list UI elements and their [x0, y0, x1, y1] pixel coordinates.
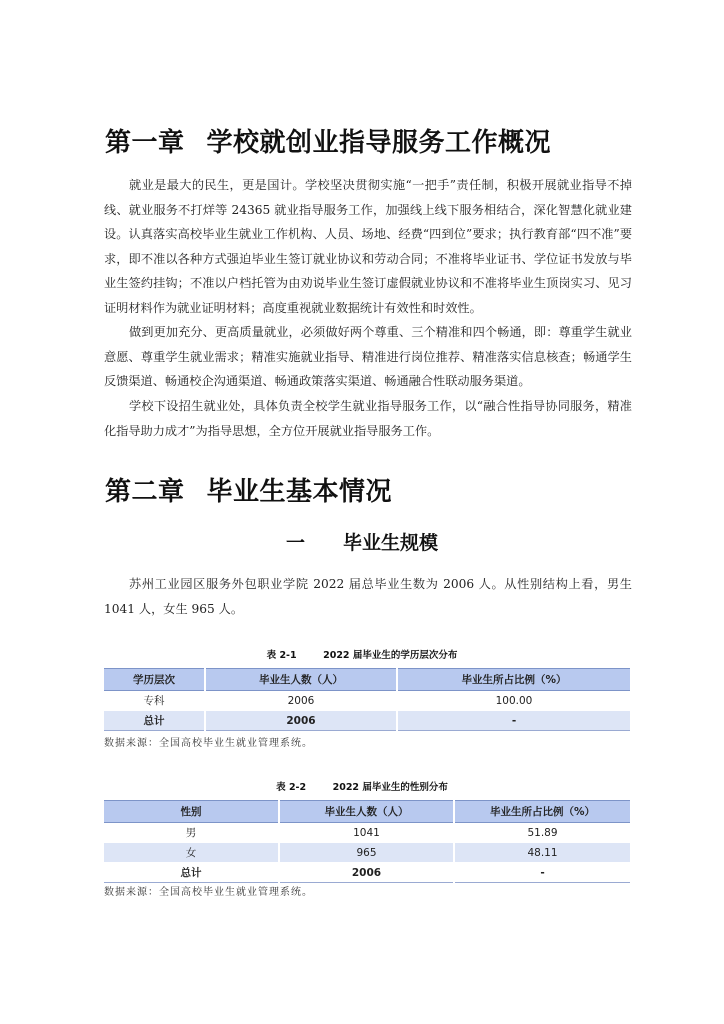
table-cell: 2006	[205, 711, 397, 731]
table-total-row	[104, 711, 630, 731]
section-title: 毕业生规模	[343, 532, 439, 554]
table-cell: 1041	[279, 823, 454, 843]
chapter-2-heading	[105, 471, 392, 508]
table-cell: 48.11	[454, 843, 630, 863]
chapter-1-title: 学校就创业指导服务工作概况	[206, 128, 552, 158]
chapter-2-number: 第二章	[105, 477, 185, 507]
section-paragraph: 苏州工业园区服务外包职业学院 2022 届总毕业生数为 2006 人。从性别结构上看，男生 1041 人，女生 965 人。	[104, 577, 632, 616]
table-cell: 总计	[104, 711, 205, 731]
table-header-row	[104, 669, 630, 691]
chapter-1-paragraph-2: 做到更加充分、更高质量就业，必须做好两个尊重、三个精准和四个畅通，即：尊重学生就业意愿、尊重学生就业需求；精准实施就业指导、精准进行岗位推荐、精准落实信息核查；畅通学生反馈渠道、畅通校企沟通渠道、畅通政策落实渠道、畅通融合性联动服务渠道。	[104, 325, 632, 389]
table-cell: -	[397, 711, 630, 731]
table-cell: 男	[104, 823, 279, 843]
table-cell: 100.00	[397, 691, 630, 711]
table-2-caption-number: 表 2-2	[276, 782, 307, 793]
table-cell: -	[454, 863, 630, 883]
table-cell: 2006	[279, 863, 454, 883]
table-cell: 专科	[104, 691, 205, 711]
chapter-2-title: 毕业生基本情况	[206, 477, 393, 507]
table-header-cell: 性别	[104, 801, 279, 823]
table-header-cell: 毕业生所占比例（%）	[397, 669, 630, 691]
chapter-1-paragraph-1: 就业是最大的民生，更是国计。学校坚决贯彻实施“一把手”责任制，积极开展就业指导不掉线、就业服务不打烊等 24365 就业指导服务工作，加强线上线下服务相结合，深化智慧化就业建设。认真落实高校毕业生就业工作机构、人员、场地、经费“四到位”要求；执行教育部“四不准”要求，即不准以各种方式强迫毕业生签订就业协议和劳动合同；不准将毕业证书、学位证书发放与毕业生签约挂钩；不准以户档托管为由劝说毕业生签订虚假就业协议和不准将毕业生顶岗实习、见习证明材料作为就业证明材料；高度重视就业数据统计有效性和时效性。	[104, 178, 632, 315]
table-1-caption-number: 表 2-1	[266, 650, 297, 661]
section-heading	[0, 528, 724, 555]
chapter-1-heading	[105, 122, 551, 159]
table-header-cell: 毕业生人数（人）	[279, 801, 454, 823]
education-level-table	[104, 668, 630, 731]
table-1-caption	[0, 647, 724, 661]
table-row	[104, 691, 630, 711]
table-cell: 女	[104, 843, 279, 863]
section-number: 一	[285, 532, 305, 554]
chapter-1-paragraph-3: 学校下设招生就业处，具体负责全校学生就业指导服务工作，以“融合性指导协同服务，精准化指导助力成才”为指导思想，全方位开展就业指导服务工作。	[104, 399, 632, 438]
table-total-row	[104, 863, 630, 883]
table-2-caption-text: 2022 届毕业生的性别分布	[332, 782, 448, 793]
table-1-source-note: 数据来源：全国高校毕业生就业管理系统。	[104, 738, 313, 749]
table-cell: 51.89	[454, 823, 630, 843]
table-1-caption-text: 2022 届毕业生的学历层次分布	[323, 650, 458, 661]
table-2-caption	[0, 779, 724, 793]
table-row	[104, 843, 630, 863]
table-header-cell: 毕业生人数（人）	[205, 669, 397, 691]
gender-distribution-table	[104, 800, 630, 883]
table-row	[104, 823, 630, 843]
chapter-1-number: 第一章	[105, 128, 185, 158]
table-header-row	[104, 801, 630, 823]
table-cell: 2006	[205, 691, 397, 711]
table-2-source-note: 数据来源：全国高校毕业生就业管理系统。	[104, 887, 313, 898]
table-header-cell: 学历层次	[104, 669, 205, 691]
table-cell: 965	[279, 843, 454, 863]
table-header-cell: 毕业生所占比例（%）	[454, 801, 630, 823]
table-cell: 总计	[104, 863, 279, 883]
